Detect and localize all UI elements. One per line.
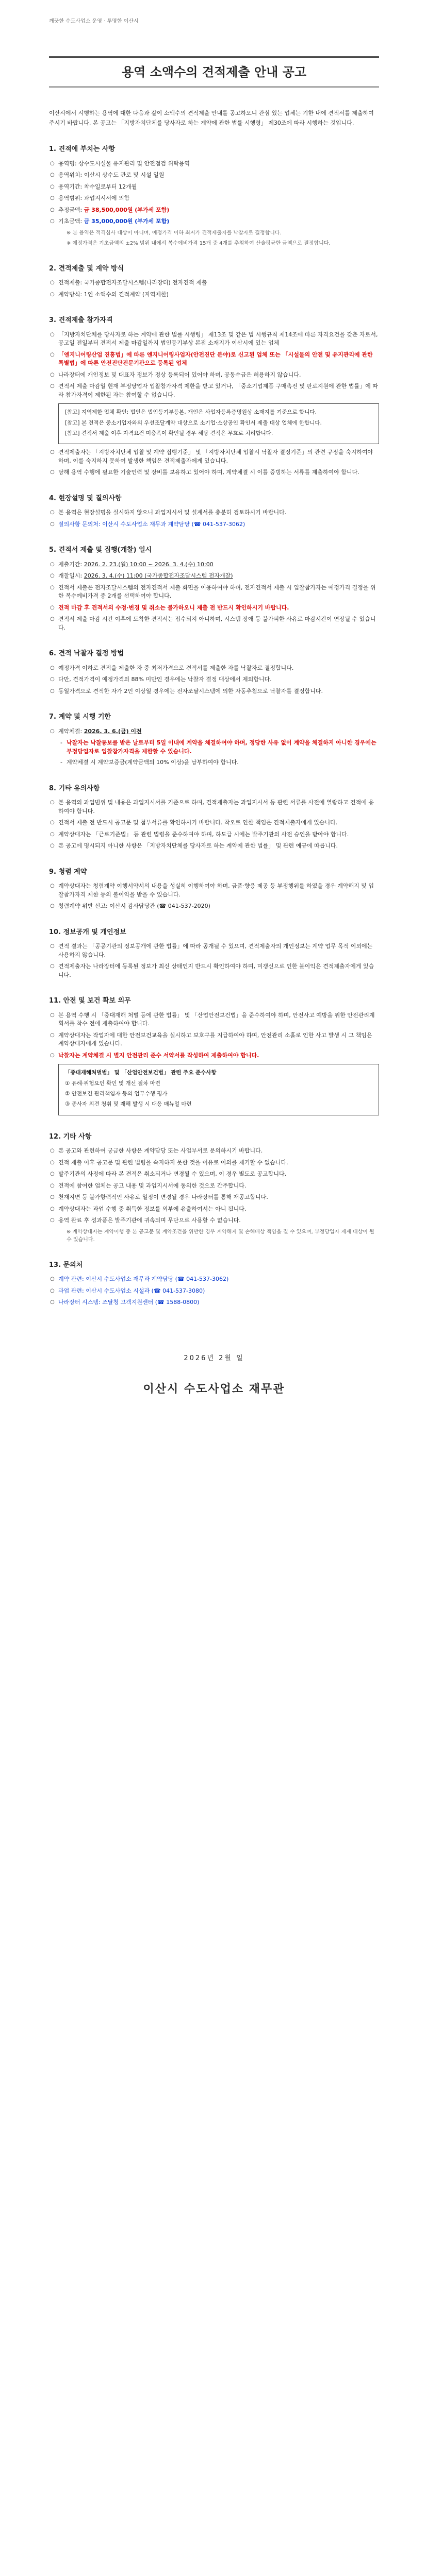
section-6: [49, 649, 379, 696]
section-title: 8. 기타 유의사항: [49, 784, 100, 792]
section-12: [49, 1132, 379, 1244]
submission-period: ○ 제출기간: 2026. 2. 23.(월) 10:00 ~ 2026. 3. 4.(수) 10:00: [49, 561, 379, 569]
announcement-document: [49, 0, 379, 1398]
section-title: 9. 청렴 계약: [49, 868, 87, 876]
list-item: ○ 계약상대자는 작업자에 대한 안전보건교육을 실시하고 보호구를 지급하여야 하며, 안전관리 소홀로 인한 사고 발생 시 그 책임은 계약상대자에게 있습니다.: [49, 1031, 379, 1048]
motto: 깨끗한 수도사업소 운영 · 투명한 이산시: [49, 19, 139, 24]
section-7: [49, 712, 379, 767]
list-item: ○ 용역범위: 과업지시서에 의함: [49, 194, 379, 203]
note: ※ 본 용역은 적격심사 대상이 아니며, 예정가격 이하 최저가 견적제출자를 낙찰자로 결정합니다.: [67, 230, 282, 236]
box-line: [참고] 견적서 제출 이후 자격요건 미충족이 확인될 경우 해당 견적은 무효로 처리합니다.: [65, 430, 273, 436]
section-8: [49, 784, 379, 851]
note: ※ 계약상대자는 계약이행 중 본 공고문 및 계약조건을 위반한 경우 계약해지 및 손해배상 책임을 질 수 있으며, 부정당업자 제재 대상이 될 수 있습니다.: [67, 1229, 374, 1243]
list-item: ○ 견적 마감 후 견적서의 수정·변경 및 취소는 불가하오니 제출 전 반드시 확인하시기 바랍니다.: [49, 604, 379, 613]
list-item: ○ 다만, 견적가격이 예정가격의 88% 미만인 경우에는 낙찰자 결정 대상에서 제외합니다.: [49, 675, 379, 684]
list-item: ○ 견적제출자는 「지방자치단체 입찰 및 계약 집행기준」 및 「지방자치단체 입찰시 낙찰자 결정기준」의 관련 규정을 숙지하여야 하며, 이를 숙지하지 못하여 발생한 책임은 견적제출자에게 있습니다.: [49, 448, 379, 465]
box-line: ③ 종사자 의견 청취 및 재해 발생 시 대응 매뉴얼 마련: [65, 1101, 192, 1108]
section-title: 2. 견적제출 및 계약 방식: [49, 264, 124, 273]
list-item: ○ 「지방자치단체를 당사자로 하는 계약에 관한 법률 시행령」 제13조 및 같은 법 시행규칙 제14조에 따른 자격요건을 갖춘 자로서, 공고일 전일부터 견적서 제출 마감일까지 법인등기부상 본점 소재지가 이산시에 있는 업체: [49, 331, 379, 348]
list-item: ○ 나라장터에 개인정보 및 대표자 정보가 정상 등록되어 있어야 하며, 공동수급은 허용하지 않습니다.: [49, 371, 379, 380]
sub-item: - 계약체결 시 계약보증금(계약금액의 10% 이상)을 납부하여야 합니다.: [49, 758, 379, 767]
page-title: 용역 소액수의 견적제출 안내 공고: [49, 56, 379, 88]
list-item: ○ 계약상대자는 「근로기준법」 등 관련 법령을 준수하여야 하며, 하도급 시에는 발주기관의 사전 승인을 받아야 합니다.: [49, 831, 379, 839]
list-item: ○ 용역기간: 착수일로부터 12개월: [49, 183, 379, 192]
section-11: [49, 996, 379, 1115]
list-item: ○ 견적서 제출 마감 시간 이후에 도착한 견적서는 접수되지 아니하며, 시스템 장애 등 불가피한 사유로 마감시간이 연장될 수 있습니다.: [49, 615, 379, 632]
list-item: ○ 견적서 제출은 전자조달시스템의 전자견적서 제출 화면을 이용하여야 하며, 전자견적서 제출 시 입찰참가자는 예정가격 결정을 위한 복수예비가격 중 2개를 선택하여야 합니다.: [49, 584, 379, 601]
list-item: ○ 견적에 참여한 업체는 공고 내용 및 과업지시서에 동의한 것으로 간주합니다.: [49, 1182, 379, 1191]
list-item: ○ 예정가격 이하로 견적을 제출한 자 중 최저가격으로 견적서를 제출한 자를 낙찰자로 결정합니다.: [49, 664, 379, 673]
section-title: 5. 견적서 제출 및 집행(개찰) 일시: [49, 546, 152, 554]
list-item: ○ 본 공고와 관련하여 궁금한 사항은 계약담당 또는 사업부서로 문의하시기 바랍니다.: [49, 1147, 379, 1156]
list-item: ○ 본 용역 수행 시 「중대재해 처벌 등에 관한 법률」 및 「산업안전보건법」을 준수하여야 하며, 안전사고 예방을 위한 안전관리계획서를 착수 전에 제출하여야 합니다.: [49, 1011, 379, 1028]
box-line: [참고] 본 견적은 중소기업자와의 우선조달계약 대상으로 소기업·소상공인 확인서 제출 대상 업체에 한합니다.: [65, 419, 322, 426]
list-item: ○ 「엔지니어링산업 진흥법」에 따른 엔지니어링사업자(안전진단 분야)로 신고된 업체 또는 「시설물의 안전 및 유지관리에 관한 특별법」에 따른 안전진단전문기관으로 등록된 업체: [49, 351, 379, 368]
list-item: ○ 청렴계약 위반 신고: 이산시 감사담당관 (☎ 041-537-2020): [49, 902, 379, 911]
list-item: ○ 본 공고에 명시되지 아니한 사항은 「지방자치단체를 당사자로 하는 계약에 관한 법률」 및 관련 예규에 따릅니다.: [49, 842, 379, 851]
section-title: 13. 문의처: [49, 1261, 83, 1269]
box-line: 「중대재해처벌법」 및 「산업안전보건법」 관련 주요 준수사항: [65, 1070, 217, 1076]
list-item: ○ 견적 결과는 「공공기관의 정보공개에 관한 법률」에 따라 공개될 수 있으며, 견적제출자의 개인정보는 계약 업무 목적 이외에는 사용하지 않습니다.: [49, 942, 379, 959]
list-item: ○ 동일가격으로 견적한 자가 2인 이상일 경우에는 전자조달시스템에 의한 자동추첨으로 낙찰자를 결정합니다.: [49, 687, 379, 696]
list-item: ○ 계약방식: 1인 소액수의 견적계약 (지역제한): [49, 291, 379, 299]
list-item: ○ 견적제출자는 나라장터에 등록된 정보가 최신 상태인지 반드시 확인하여야 하며, 미갱신으로 인한 불이익은 견적제출자에게 있습니다.: [49, 962, 379, 979]
section-9: [49, 867, 379, 911]
section-4: [49, 494, 379, 529]
section-title: 7. 계약 및 시행 기한: [49, 713, 111, 721]
list-item: ○ 나라장터 시스템: 조달청 고객지원센터 (☎ 1588-0800): [49, 1298, 379, 1307]
announcement-date: 2026년 2월 일: [184, 1354, 244, 1362]
section-title: 6. 견적 낙찰자 결정 방법: [49, 650, 124, 658]
note: ※ 예정가격은 기초금액의 ±2% 범위 내에서 복수예비가격 15개 중 4개를 추첨하여 산술평균한 금액으로 결정합니다.: [67, 240, 331, 246]
list-item: ○ 본 용역은 현장설명을 실시하지 않으니 과업지시서 및 설계서를 충분히 검토하시기 바랍니다.: [49, 509, 379, 517]
list-item: ○ 용역명: 상수도시설물 유지관리 및 안전점검 위탁용역: [49, 160, 379, 168]
list-item: ○ 견적제출: 국가종합전자조달시스템(나라장터) 전자견적 제출: [49, 279, 379, 287]
section-10: [49, 927, 379, 980]
list-item: ○ 과업 관련: 이산시 수도사업소 시설과 (☎ 041-537-3080): [49, 1287, 379, 1296]
box-line: [참고] 지역제한 업체 확인: 법인은 법인등기부등본, 개인은 사업자등록증명원상 소재지를 기준으로 합니다.: [65, 409, 317, 416]
opening-datetime: ○ 개찰일시: 2026. 3. 4.(수) 11:00 (국가종합전자조달시스템 전자개찰): [49, 572, 379, 581]
section-3: [49, 315, 379, 477]
section-title: 4. 현장설명 및 질의사항: [49, 494, 122, 502]
list-item: ○ 질의사항 문의처: 이산시 수도사업소 재무과 계약담당 (☎ 041-537-3062): [49, 520, 379, 529]
list-item: ○ 계약상대자는 과업 수행 중 취득한 정보를 외부에 유출하여서는 아니 됩니다.: [49, 1205, 379, 1214]
list-item: ○ 견적서 제출 마감일 현재 부정당업자 입찰참가자격 제한을 받고 있거나, 「중소기업제품 구매촉진 및 판로지원에 관한 법률」에 따라 참가자격이 제한된 자는 참여할 수 없습니다.: [49, 382, 379, 399]
intro-paragraph: 이산시에서 시행하는 용역에 대한 다음과 같이 소액수의 견적제출 안내를 공고하오니 관심 있는 업체는 기한 내에 견적서를 제출하여 주시기 바랍니다. 본 공고는 「지방자치단체를 당사자로 하는 계약에 관한 법률 시행령」 제30조에 따라 시행하는 것입니다.: [49, 110, 374, 126]
list-item: ○ 낙찰자는 계약체결 시 별지 안전관리 준수 서약서를 작성하여 제출하여야 합니다.: [49, 1052, 379, 1060]
section-2: [49, 264, 379, 299]
section-13: [49, 1260, 379, 1307]
box-line: ② 안전보건 관리책임자 등의 업무수행 평가: [65, 1090, 168, 1097]
list-item: ○ 본 용역의 과업범위 및 내용은 과업지시서를 기준으로 하며, 견적제출자는 과업지시서 등 관련 서류를 사전에 열람하고 견적에 응하여야 합니다.: [49, 799, 379, 816]
list-item: ○ 용역 완료 후 성과품은 발주기관에 귀속되며 무단으로 사용할 수 없습니다.: [49, 1216, 379, 1225]
section-title: 1. 견적에 부치는 사항: [49, 145, 116, 154]
list-item: ○ 계약 관련: 이산시 수도사업소 재무과 계약담당 (☎ 041-537-3062): [49, 1275, 379, 1284]
section-5: [49, 545, 379, 632]
reference-box: [58, 403, 379, 444]
base-price: ○ 기초금액: 금 35,000,000원 (부가세 포함): [49, 217, 379, 226]
safety-box: [58, 1064, 379, 1115]
list-item: ○ 견적 제출 이후 공고문 및 관련 법령을 숙지하지 못한 것을 이유로 이의를 제기할 수 없습니다.: [49, 1159, 379, 1167]
list-item: ○ 당해 용역 수행에 필요한 기술인력 및 장비를 보유하고 있어야 하며, 계약체결 시 이를 증빙하는 서류를 제출하여야 합니다.: [49, 468, 379, 477]
section-1: [49, 144, 379, 247]
list-item: ○ 발주기관의 사정에 따라 본 견적은 취소되거나 변경될 수 있으며, 이 경우 별도로 공고합니다.: [49, 1170, 379, 1179]
issuing-organization: 이산시 수도사업소 재무관: [143, 1383, 285, 1396]
box-line: ① 유해·위험요인 확인 및 개선 절차 마련: [65, 1080, 160, 1087]
sub-item: - 낙찰자는 낙찰통보를 받은 날로부터 5일 이내에 계약을 체결하여야 하며, 정당한 사유 없이 계약을 체결하지 아니한 경우에는 부정당업자로 입찰참가자격을 제한할 수 있습니다.: [49, 739, 379, 756]
contract-deadline: ○ 계약체결: 2026. 3. 6.(금) 이전: [49, 727, 379, 736]
list-item: ○ 견적서 제출 전 반드시 공고문 및 첨부서류를 확인하시기 바랍니다. 착오로 인한 책임은 견적제출자에게 있습니다.: [49, 819, 379, 827]
section-title: 11. 안전 및 보건 확보 의무: [49, 997, 131, 1005]
section-title: 3. 견적제출 참가자격: [49, 316, 113, 325]
estimated-price: ○ 추정금액: 금 38,500,000원 (부가세 포함): [49, 206, 379, 215]
list-item: ○ 천재지변 등 불가항력적인 사유로 일정이 변경될 경우 나라장터를 통해 재공고합니다.: [49, 1193, 379, 1202]
list-item: ○ 계약상대자는 청렴계약 이행서약서의 내용을 성실히 이행하여야 하며, 금품·향응 제공 등 부정행위를 하였을 경우 계약해지 및 입찰참가자격 제한 등의 불이익을 받을 수 있습니다.: [49, 882, 379, 899]
section-title: 10. 정보공개 및 개인정보: [49, 928, 126, 936]
section-title: 12. 기타 사항: [49, 1132, 92, 1141]
list-item: ○ 용역위치: 이산시 상수도 관로 및 시설 일원: [49, 171, 379, 180]
